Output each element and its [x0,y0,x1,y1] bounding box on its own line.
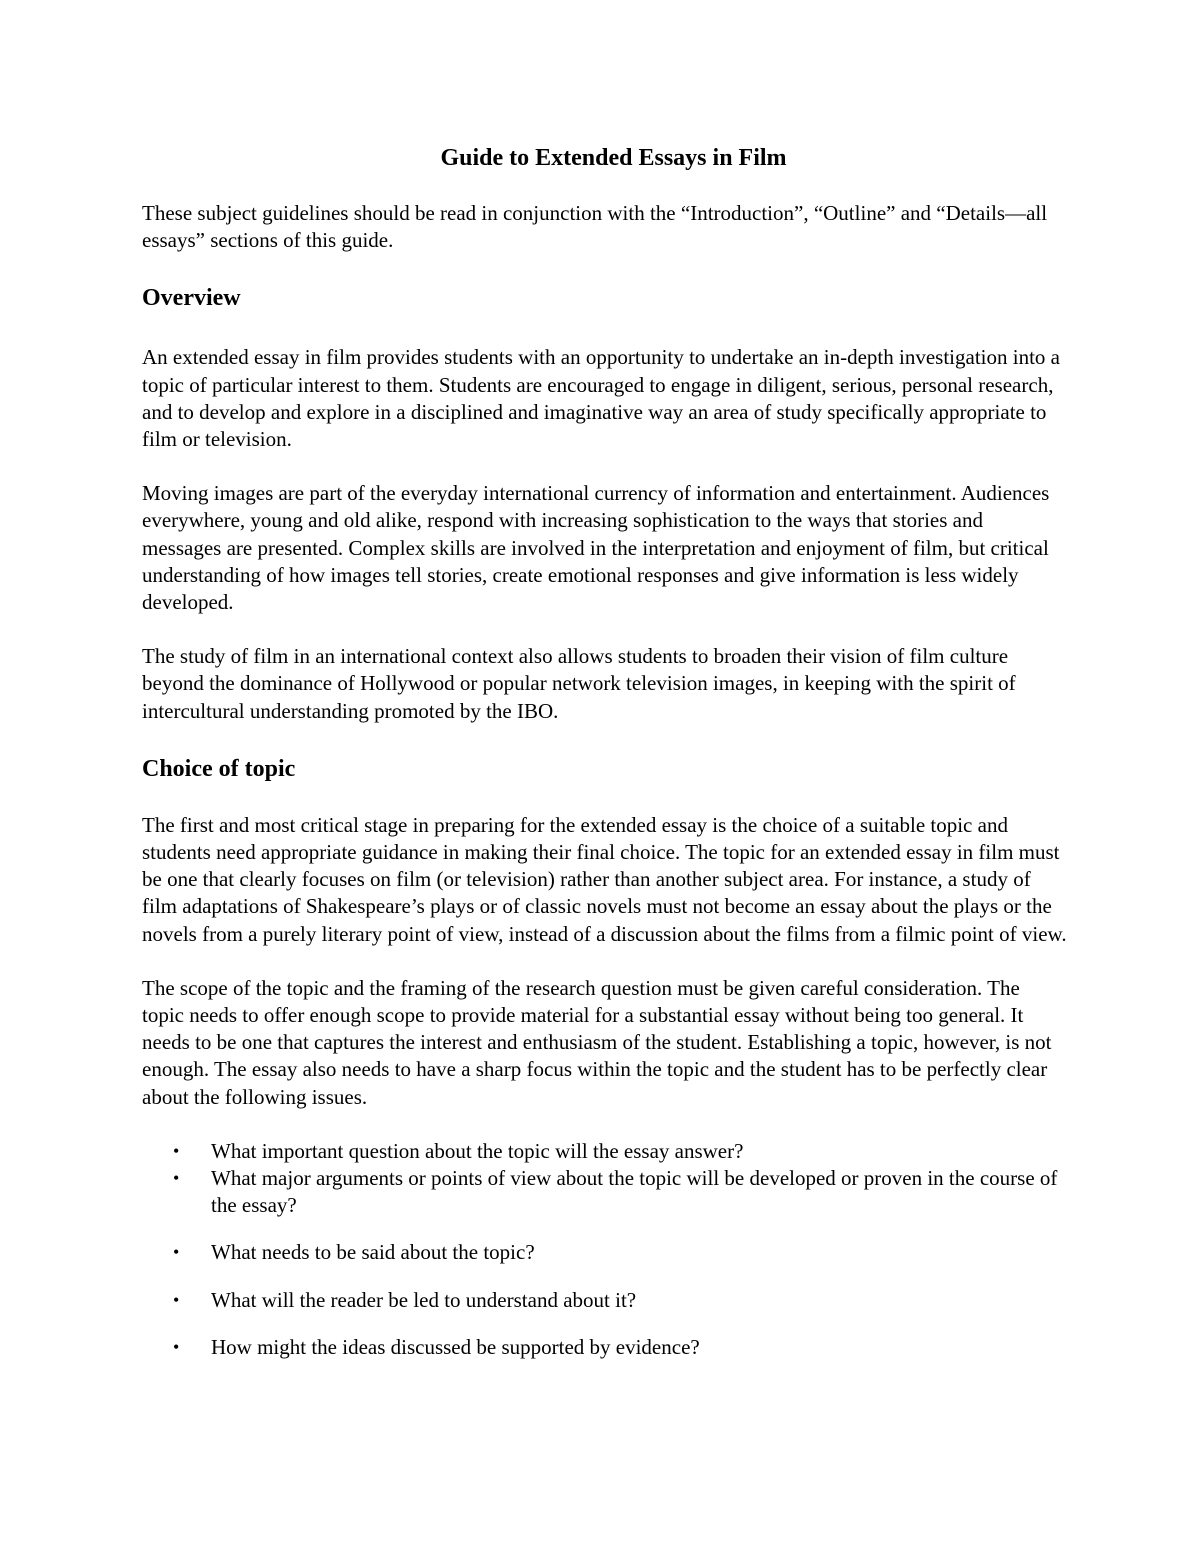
bullet-icon: • [173,1168,180,1189]
list-item-text: What needs to be said about the topic? [211,1240,535,1265]
list-item-text: What will the reader be led to understand about it? [211,1287,637,1312]
intro-paragraph: These subject guidelines should be read in conjunction with the “Introduction”, “Outline” and “Details—all essays” sections of this guide. [142,201,1048,253]
list-item [142,1165,1067,1219]
overview-heading: Overview [142,285,241,312]
list-item [142,1334,1067,1361]
list-item [142,1138,1067,1165]
list-item [142,1287,1067,1314]
bullet-icon: • [173,1242,180,1263]
overview-paragraph-1: An extended essay in film provides students with an opportunity to undertake an in-depth investigation into a topic of particular interest to them. Students are encouraged to engage in diligent, serious, personal research, and to develop and explore in a disciplined and imaginative way an area of study specifically appropriate to film or television. [142,345,1060,452]
list-item-text: What important question about the topic will the essay answer? [211,1138,744,1163]
list-item [142,1239,1067,1266]
document-page [142,142,1067,1361]
bullet-icon: • [173,1336,180,1357]
choice-paragraph-1: The first and most critical stage in preparing for the extended essay is the choice of a suitable topic and students need appropriate guidance in making their final choice. The topic for an extended essay in film must be one that clearly focuses on film (or television) rather than another subject area. For instance, a study of film adaptations of Shakespeare’s plays or of classic novels must not become an essay about the plays or the novels from a purely literary point of view, instead of a discussion about the films from a filmic point of view. [142,812,1067,946]
issues-list [142,1138,1067,1361]
list-item-text: How might the ideas discussed be supported by evidence? [211,1334,700,1359]
list-item-text: What major arguments or points of view about the topic will be developed or proven in the course of the essay? [211,1166,1058,1218]
choice-paragraph-2: The scope of the topic and the framing of the research question must be given careful consideration. The topic needs to offer enough scope to provide material for a substantial essay without being too general. It needs to be one that captures the interest and enthusiasm of the student. Establishing a topic, however, is not enough. The essay also needs to have a sharp focus within the topic and the student has to be perfectly clear about the following issues. [142,975,1052,1109]
bullet-icon: • [173,1140,180,1161]
overview-paragraph-3: The study of film in an international context also allows students to broaden their vision of film culture beyond the dominance of Hollywood or popular network television images, in keeping with the spirit of intercultural understanding promoted by the IBO. [142,644,1016,723]
choice-of-topic-heading: Choice of topic [142,755,296,782]
bullet-icon: • [173,1289,180,1310]
document-title: Guide to Extended Essays in Film [440,145,787,171]
overview-paragraph-2: Moving images are part of the everyday international currency of information and entertainment. Audiences everywhere, young and old alike, respond with increasing sophistication to the ways that stories and messages are presented. Complex skills are involved in the interpretation and enjoyment of film, but critical understanding of how images tell stories, create emotional responses and give information is less widely developed. [142,481,1050,615]
